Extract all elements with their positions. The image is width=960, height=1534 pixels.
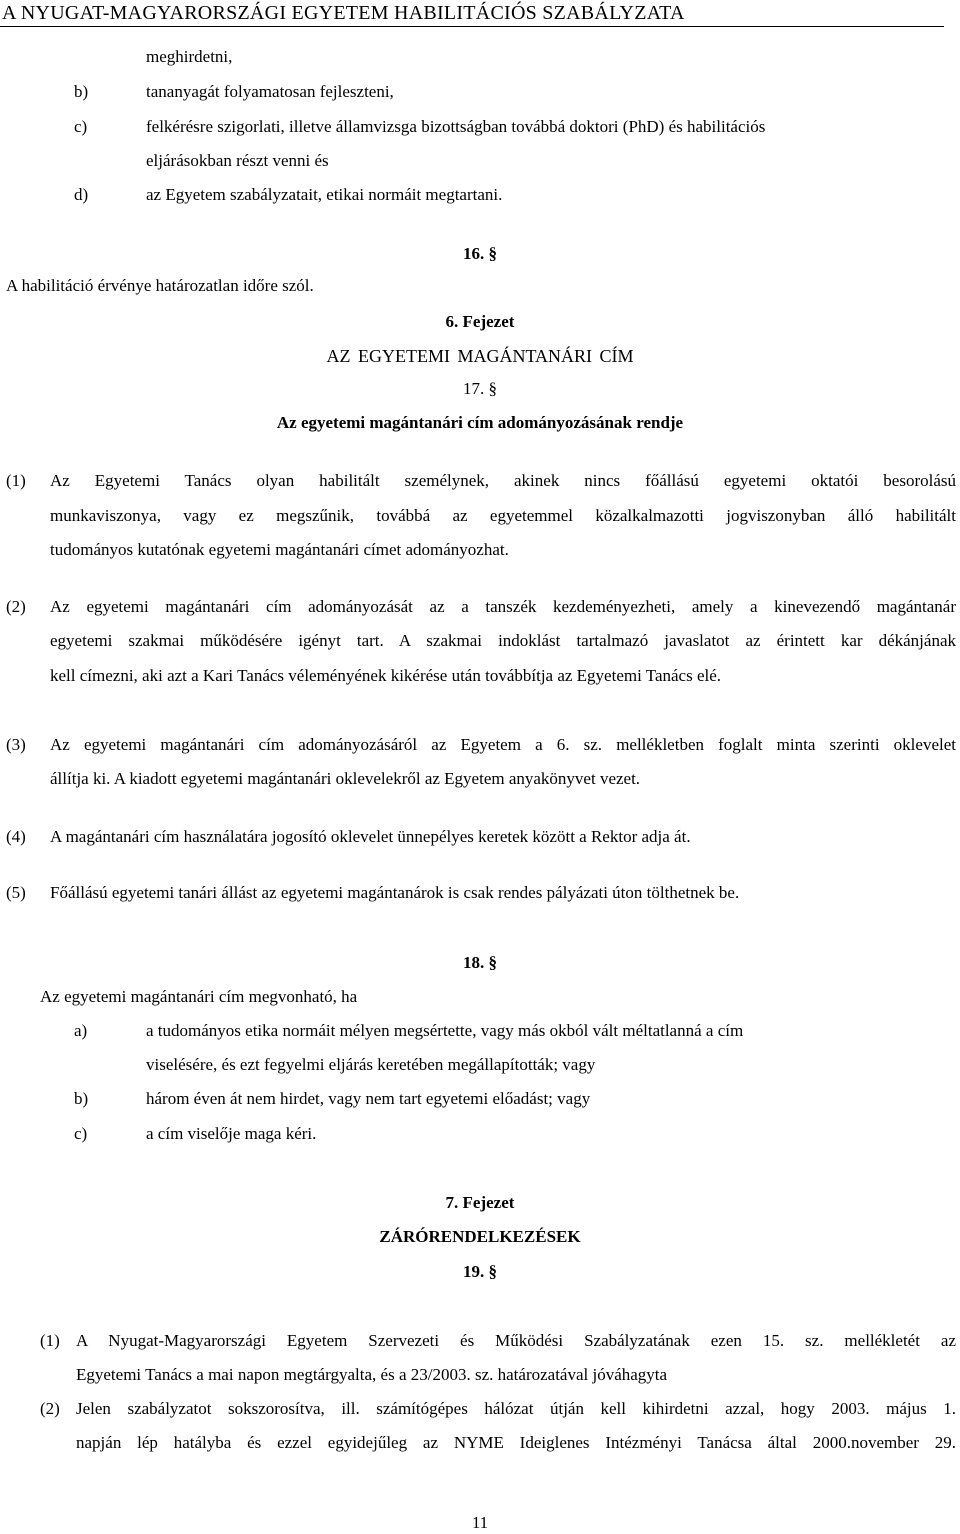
section-18-intro: Az egyetemi magántanári cím megvonható, ha xyxy=(40,987,358,1006)
list-item-text: a cím viselője maga kéri. xyxy=(146,1124,317,1143)
paragraph-line: kell címezni, aki azt a Kari Tanács véleményének kikérése után továbbítja az Egyetemi Tanács elé. xyxy=(50,666,722,685)
document-header: A NYUGAT-MAGYARORSZÁGI EGYETEM HABILITÁCIÓS SZABÁLYZATA xyxy=(0,0,944,27)
paragraph-line: egyetemi szakmai működésére igényt tart. A szakmai indoklást tartalmazó javaslatot az érintett kar dékánjának xyxy=(50,631,956,650)
section-16-text: A habilitáció érvénye határozatlan időre szól. xyxy=(6,276,314,295)
list-item-label: c) xyxy=(74,117,88,136)
paragraph-number: (5) xyxy=(6,883,26,902)
chapter-7-title: ZÁRÓRENDELKEZÉSEK xyxy=(379,1227,581,1246)
list-item-text: meghirdetni, xyxy=(146,47,233,66)
section-17-number: 17. § xyxy=(463,379,497,398)
list-item-text: viselésére, és ezt fegyelmi eljárás keretében megállapították; vagy xyxy=(146,1055,596,1074)
paragraph-line: Az egyetemi magántanári cím adományozásáról az Egyetem a 6. sz. mellékletben foglalt minta szerinti oklevelet xyxy=(50,735,956,754)
paragraph-line: állítja ki. A kiadott egyetemi magántanári oklevelekről az Egyetem anyakönyvet vezet. xyxy=(50,769,641,788)
section-17-title: Az egyetemi magántanári cím adományozásának rendje xyxy=(276,413,684,432)
list-item-label: d) xyxy=(74,185,89,204)
list-item-text: tananyagát folyamatosan fejleszteni, xyxy=(146,82,394,101)
list-item-label: b) xyxy=(74,82,89,101)
paragraph-number: (4) xyxy=(6,827,26,846)
list-item-label: a) xyxy=(74,1021,88,1040)
chapter-7-label: 7. Fejezet xyxy=(445,1193,515,1212)
paragraph-line: Jelen szabályzatot sokszorosítva, ill. számítógépes hálózat útján kell kihirdetni azzal, hogy 2003. május 1. xyxy=(76,1399,956,1418)
list-item-label: b) xyxy=(74,1089,89,1108)
list-item-text: felkérésre szigorlati, illetve államvizsga bizottságban továbbá doktori (PhD) és habilitációs xyxy=(146,117,766,136)
page-number: 11 xyxy=(471,1513,489,1532)
paragraph-number: (2) xyxy=(6,597,26,616)
paragraph-line: Egyetemi Tanács a mai napon megtárgyalta, és a 23/2003. sz. határozatával jóváhagyta xyxy=(76,1365,668,1384)
paragraph-line: napján lép hatályba és ezzel egyidejűleg az NYME Ideiglenes Intézményi Tanácsa által 2000.november 29. xyxy=(76,1433,956,1452)
paragraph-line: Az egyetemi magántanári cím adományozását az a tanszék kezdeményezheti, amely a kinevezendő magántanár xyxy=(50,597,956,616)
section-18-number: 18. § xyxy=(463,953,497,972)
paragraph-line: Főállású egyetemi tanári állást az egyetemi magántanárok is csak rendes pályázati úton tölthetnek be. xyxy=(50,883,740,902)
list-item-text: három éven át nem hirdet, vagy nem tart egyetemi előadást; vagy xyxy=(146,1089,591,1108)
list-item-label: c) xyxy=(74,1124,88,1143)
paragraph-number: (3) xyxy=(6,735,26,754)
paragraph-line: A magántanári cím használatára jogosító oklevelet ünnepélyes keretek között a Rektor adja át. xyxy=(50,827,691,846)
section-19-number: 19. § xyxy=(463,1262,497,1281)
paragraph-line: A Nyugat-Magyarországi Egyetem Szervezeti és Működési Szabályzatának ezen 15. sz. mellékletét az xyxy=(76,1331,956,1350)
paragraph-number: (2) xyxy=(40,1399,60,1418)
section-16-number: 16. § xyxy=(463,244,497,263)
paragraph-line: munkaviszonya, vagy ez megszűnik, továbbá az egyetemmel közalkalmazotti jogviszonyban álló habilitált xyxy=(50,506,956,525)
list-item-text: a tudományos etika normáit mélyen megsértette, vagy más okból vált méltatlanná a cím xyxy=(146,1021,744,1040)
paragraph-line: tudományos kutatónak egyetemi magántanári címet adományozhat. xyxy=(50,540,509,559)
list-item-text: az Egyetem szabályzatait, etikai normáit megtartani. xyxy=(146,185,503,204)
chapter-6-title: AZ EGYETEMI MAGÁNTANÁRI CÍM xyxy=(326,346,634,366)
paragraph-line: Az Egyetemi Tanács olyan habilitált személynek, akinek nincs főállású egyetemi oktatói besorolású xyxy=(50,471,956,490)
paragraph-number: (1) xyxy=(40,1331,60,1350)
list-item-text: eljárásokban részt venni és xyxy=(146,151,329,170)
chapter-6-label: 6. Fejezet xyxy=(445,312,515,331)
paragraph-number: (1) xyxy=(6,471,26,490)
